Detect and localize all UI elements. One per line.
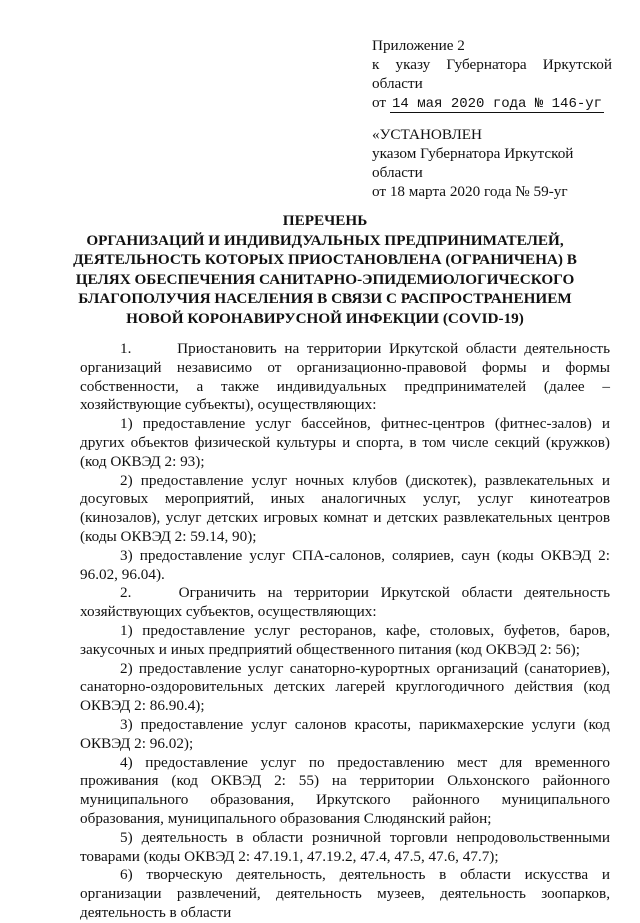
paragraph-1-item-2: 2) предоставление услуг ночных клубов (дискотек), развлекательных и досуговых мероприятий, иных аналогичных услуг, услуг кинотеатров (кинозалов), услуг детских игровых комнат и детских развлекательных центров (коды ОКВЭД 2: 59.14, 90); bbox=[80, 471, 610, 545]
paragraph-1-item-3: 3) предоставление услуг СПА-салонов, соляриев, саун (коды ОКВЭД 2: 96.02, 96.04). bbox=[80, 546, 610, 583]
paragraph-1: 1. Приостановить на территории Иркутской области деятельность организаций независимо от организационно-правовой формы и формы собственности, а также индивидуальных предпринимателей (далее – хозяйствующие субъекты), осуществляющих: bbox=[80, 340, 610, 414]
paragraph-2-item-4: 4) предоставление услуг по предоставлению мест для временного проживания (код ОКВЭД 2: 55) на территории Ольхонского районного муниципального образования, Иркутского районного муниципального образования, муниципального образования Слюдянский район; bbox=[80, 753, 610, 827]
paragraph-2-item-1: 1) предоставление услуг ресторанов, кафе, столовых, буфетов, баров, закусочных и иных предприятий общественного питания (код ОКВЭД 2: 56); bbox=[80, 621, 610, 658]
decree-word: Иркутской bbox=[542, 56, 612, 73]
paragraph-2-item-5: 5) деятельность в области розничной торговли непродовольственными товарами (коды ОКВЭД 2: 47.19.1, 47.19.2, 47.4, 47.5, 47.6, 47.7); bbox=[80, 828, 610, 865]
paragraph-1-item-1: 1) предоставление услуг бассейнов, фитнес-центров (фитнес-залов) и других объектов физической культуры и спорта, в том числе секций (кружков) (код ОКВЭД 2: 93); bbox=[80, 415, 610, 470]
title-line-6: НОВОЙ КОРОНАВИРУСНОЙ ИНФЕКЦИИ (COVID-19) bbox=[126, 309, 524, 327]
appendix-header bbox=[372, 36, 622, 114]
approved-line-3: области bbox=[372, 164, 423, 181]
paragraph-2-item-6: 6) творческую деятельность, деятельность в области искусства и организации развлечений, деятельность музеев, деятельность зоопарков, деятельность в области bbox=[80, 866, 610, 921]
decree-reference-line bbox=[372, 55, 612, 74]
paragraph-2-item-3: 3) предоставление услуг салонов красоты, парикмахерские услуги (код ОКВЭД 2: 96.02); bbox=[80, 715, 610, 752]
appendix-label: Приложение 2 bbox=[372, 37, 465, 54]
approved-line-2: указом Губернатора Иркутской bbox=[372, 145, 574, 162]
decree-date-line bbox=[372, 93, 622, 114]
decree-word: Губернатора bbox=[446, 56, 527, 73]
typed-date-stamp: 14 мая 2020 года № 146-уг bbox=[392, 96, 603, 112]
region-label: области bbox=[372, 75, 423, 92]
date-prefix: от bbox=[372, 94, 387, 111]
paragraph-2-item-2: 2) предоставление услуг санаторно-курортных организаций (санаториев), санаторно-оздоровительных детских лагерей круглогодичного действия (код ОКВЭД 2: 86.90.4); bbox=[80, 659, 610, 715]
decree-word: указу bbox=[395, 56, 431, 73]
decree-word: к bbox=[372, 56, 380, 73]
approved-block bbox=[372, 125, 622, 201]
title-line-1: ПЕРЕЧЕНЬ bbox=[282, 212, 368, 229]
title-line-2: ОРГАНИЗАЦИЙ И ИНДИВИДУАЛЬНЫХ ПРЕДПРИНИМАТЕЛЕЙ, bbox=[86, 231, 564, 249]
document-title bbox=[60, 211, 590, 328]
title-line-5: БЛАГОПОЛУЧИЯ НАСЕЛЕНИЯ В СВЯЗИ С РАСПРОСТРАНЕНИЕМ bbox=[78, 290, 572, 307]
title-line-4: ЦЕЛЯХ ОБЕСПЕЧЕНИЯ САНИТАРНО-ЭПИДЕМИОЛОГИЧЕСКОГО bbox=[75, 270, 575, 288]
document-body bbox=[80, 340, 610, 923]
title-line-3: ДЕЯТЕЛЬНОСТЬ КОТОРЫХ ПРИОСТАНОВЛЕНА (ОГРАНИЧЕНА) В bbox=[73, 251, 577, 268]
approved-line-1: «УСТАНОВЛЕН bbox=[372, 126, 482, 143]
paragraph-2: 2. Ограничить на территории Иркутской области деятельность хозяйствующих субъектов, осуществляющих: bbox=[80, 584, 610, 621]
approved-line-4: от 18 марта 2020 года № 59-уг bbox=[372, 183, 568, 200]
